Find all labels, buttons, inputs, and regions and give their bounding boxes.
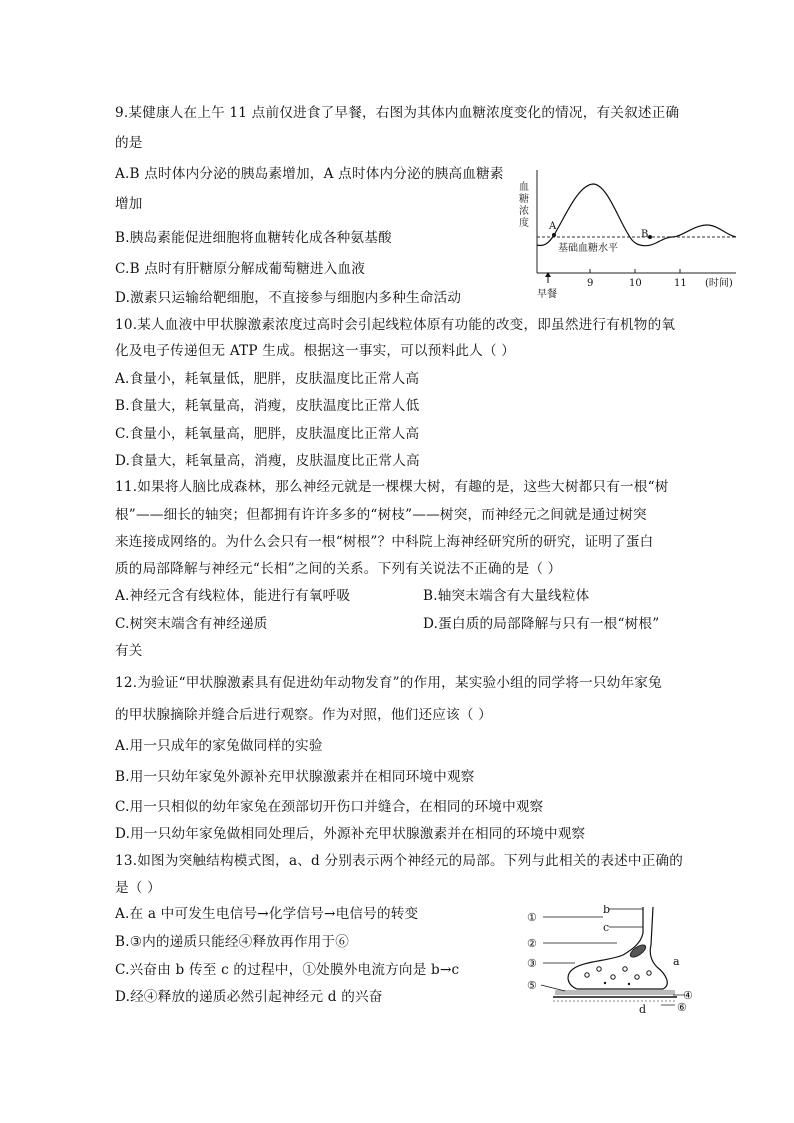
graph-xtick: 11 xyxy=(674,278,687,289)
q9-option-a-line1: A.B 点时体内分泌的胰岛素增加，A 点时体内分泌的胰高血糖素 xyxy=(115,166,504,182)
q11-stem-line3: 来连接成网络的。为什么会只有一根“树根”？中科院上海神经研究所的研究，证明了蛋白 xyxy=(115,534,654,550)
graph-baseline-label: 基础血糖水平 xyxy=(558,243,618,254)
q9-option-c: C.B 点时有肝糖原分解成葡萄糖进入血液 xyxy=(115,261,366,277)
graph-ylabel-char: 度 xyxy=(519,218,529,229)
q11-option-a: A.神经元含有线粒体，能进行有氧呼吸 xyxy=(115,588,351,604)
graph-ylabel-char: 糖 xyxy=(519,194,529,205)
q10-option-d: D.食量大，耗氧量高，消瘦，皮肤温度比正常人高 xyxy=(115,453,420,469)
q13-option-b: B.③内的递质只能经④释放再作用于⑥ xyxy=(115,934,350,950)
q13-stem-line1: 13.如图为突触结构模式图，a、d 分别表示两个神经元的局部。下列与此相关的表述中正确的 xyxy=(115,853,684,869)
synapse-mitochondrion xyxy=(628,943,647,960)
graph-point-b xyxy=(648,235,652,239)
synapse-label-1: ① xyxy=(527,911,537,924)
q12-stem-line2: 的甲状腺摘除并缝合后进行观察。作为对照，他们还应该（ ） xyxy=(115,707,492,723)
synapse-diagram xyxy=(525,905,700,1015)
synapse-label-3: ③ xyxy=(527,957,537,970)
synapse-vesicle xyxy=(635,975,639,979)
q9-option-d: D.激素只运输给靶细胞，不直接参与细胞内多种生命活动 xyxy=(115,290,462,306)
q13-option-a: A.在 a 中可发生电信号→化学信号→电信号的转变 xyxy=(115,906,419,922)
synapse-vesicle xyxy=(585,973,589,977)
q12-option-b: B.用一只幼年家兔外源补充甲状腺激素并在相同环境中观察 xyxy=(115,769,475,785)
q11-stem-line4: 质的局部降解与神经元“长相”之间的关系。下列有关说法不正确的是（ ） xyxy=(115,561,562,577)
synapse-label-a: a xyxy=(673,955,680,968)
q13-stem-line2: 是（ ） xyxy=(115,880,161,896)
graph-xtick: 10 xyxy=(629,278,642,289)
synapse-label-d: d xyxy=(639,1003,647,1015)
q11-stem-line2: 根”——细长的轴突；但都拥有许许多多的“树枝”——树突，而神经元之间就是通过树突 xyxy=(115,507,647,523)
q12-option-d: D.用一只幼年家兔做相同处理后，外源补充甲状腺激素并在相同的环境中观察 xyxy=(115,826,586,842)
synapse-vesicle xyxy=(611,975,615,979)
graph-xlabel: (时间) xyxy=(705,278,733,289)
synapse-label-2: ② xyxy=(527,937,537,950)
q12-stem-line1: 12.为验证“甲状腺激素具有促进幼年动物发育”的作用，某实验小组的同学将一只幼年家兔 xyxy=(115,675,662,691)
blood-glucose-graph xyxy=(510,165,745,300)
synapse-axon xyxy=(568,907,667,989)
q9-option-b: B.胰岛素能促进细胞将血糖转化成各种氨基酸 xyxy=(115,230,392,246)
q11-option-b: B.轴突末端含有大量线粒体 xyxy=(423,588,590,604)
q9-option-a-line2: 增加 xyxy=(115,196,143,212)
synapse-label-b: b xyxy=(603,905,611,916)
q11-stem-line1: 11.如果将人脑比成森林，那么神经元就是一棵棵大树，有趣的是，这些大树都只有一根“树 xyxy=(115,479,669,495)
graph-xtick: 9 xyxy=(587,278,594,289)
q9-stem-line1: 9.某健康人在上午 11 点前仅进食了早餐，右图为其体内血糖浓度变化的情况，有关叙述正确 xyxy=(115,105,680,121)
graph-glucose-curve xyxy=(537,184,736,246)
q10-option-c: C.食量小，耗氧量高，肥胖，皮肤温度比正常人高 xyxy=(115,426,420,442)
q10-option-a: A.食量小，耗氧量低，肥胖，皮肤温度比正常人高 xyxy=(115,371,420,387)
q11-option-d-line2: 有关 xyxy=(115,643,143,659)
graph-point-b-label: B xyxy=(641,229,649,240)
q11-option-d-line1: D.蛋白质的局部降解与只有一根“树根” xyxy=(423,616,660,632)
graph-point-a xyxy=(552,233,556,237)
q10-option-b: B.食量大，耗氧量高，消瘦，皮肤温度比正常人低 xyxy=(115,398,420,414)
graph-point-a-label: A xyxy=(549,221,557,232)
q13-option-c: C.兴奋由 b 传至 c 的过程中，①处膜外电流方向是 b→c xyxy=(115,962,460,978)
q10-stem-line2: 化及电子传递但无 ATP 生成。根据这一事实，可以预料此人（ ） xyxy=(115,343,516,359)
q12-option-a: A.用一只成年的家兔做同样的实验 xyxy=(115,738,323,754)
synapse-label-5: ⑤ xyxy=(527,979,537,992)
synapse-vesicle xyxy=(623,967,627,971)
graph-ylabel-char: 血 xyxy=(519,182,529,193)
synapse-label-c: c xyxy=(603,921,610,934)
synapse-label-4: ④ xyxy=(683,989,693,1002)
synapse-vesicle xyxy=(647,971,651,975)
q12-option-c: C.用一只相似的幼年家兔在颈部切开伤口并缝合，在相同的环境中观察 xyxy=(115,799,544,815)
q13-option-d: D.经④释放的递质必然引起神经元 d 的兴奋 xyxy=(115,989,383,1005)
q10-stem-line1: 10.某人血液中甲状腺激素浓度过高时会引起线粒体原有功能的改变，即虽然进行有机物的氧 xyxy=(115,317,676,333)
q11-option-c: C.树突末端含有神经递质 xyxy=(115,616,268,632)
graph-breakfast-label: 早餐 xyxy=(537,289,557,300)
synapse-label-6: ⑥ xyxy=(677,1001,687,1014)
q9-stem-line2: 的是 xyxy=(115,135,143,151)
synapse-cleft xyxy=(555,990,675,995)
synapse-vesicle xyxy=(597,967,601,971)
graph-ylabel-char: 浓 xyxy=(519,206,529,217)
